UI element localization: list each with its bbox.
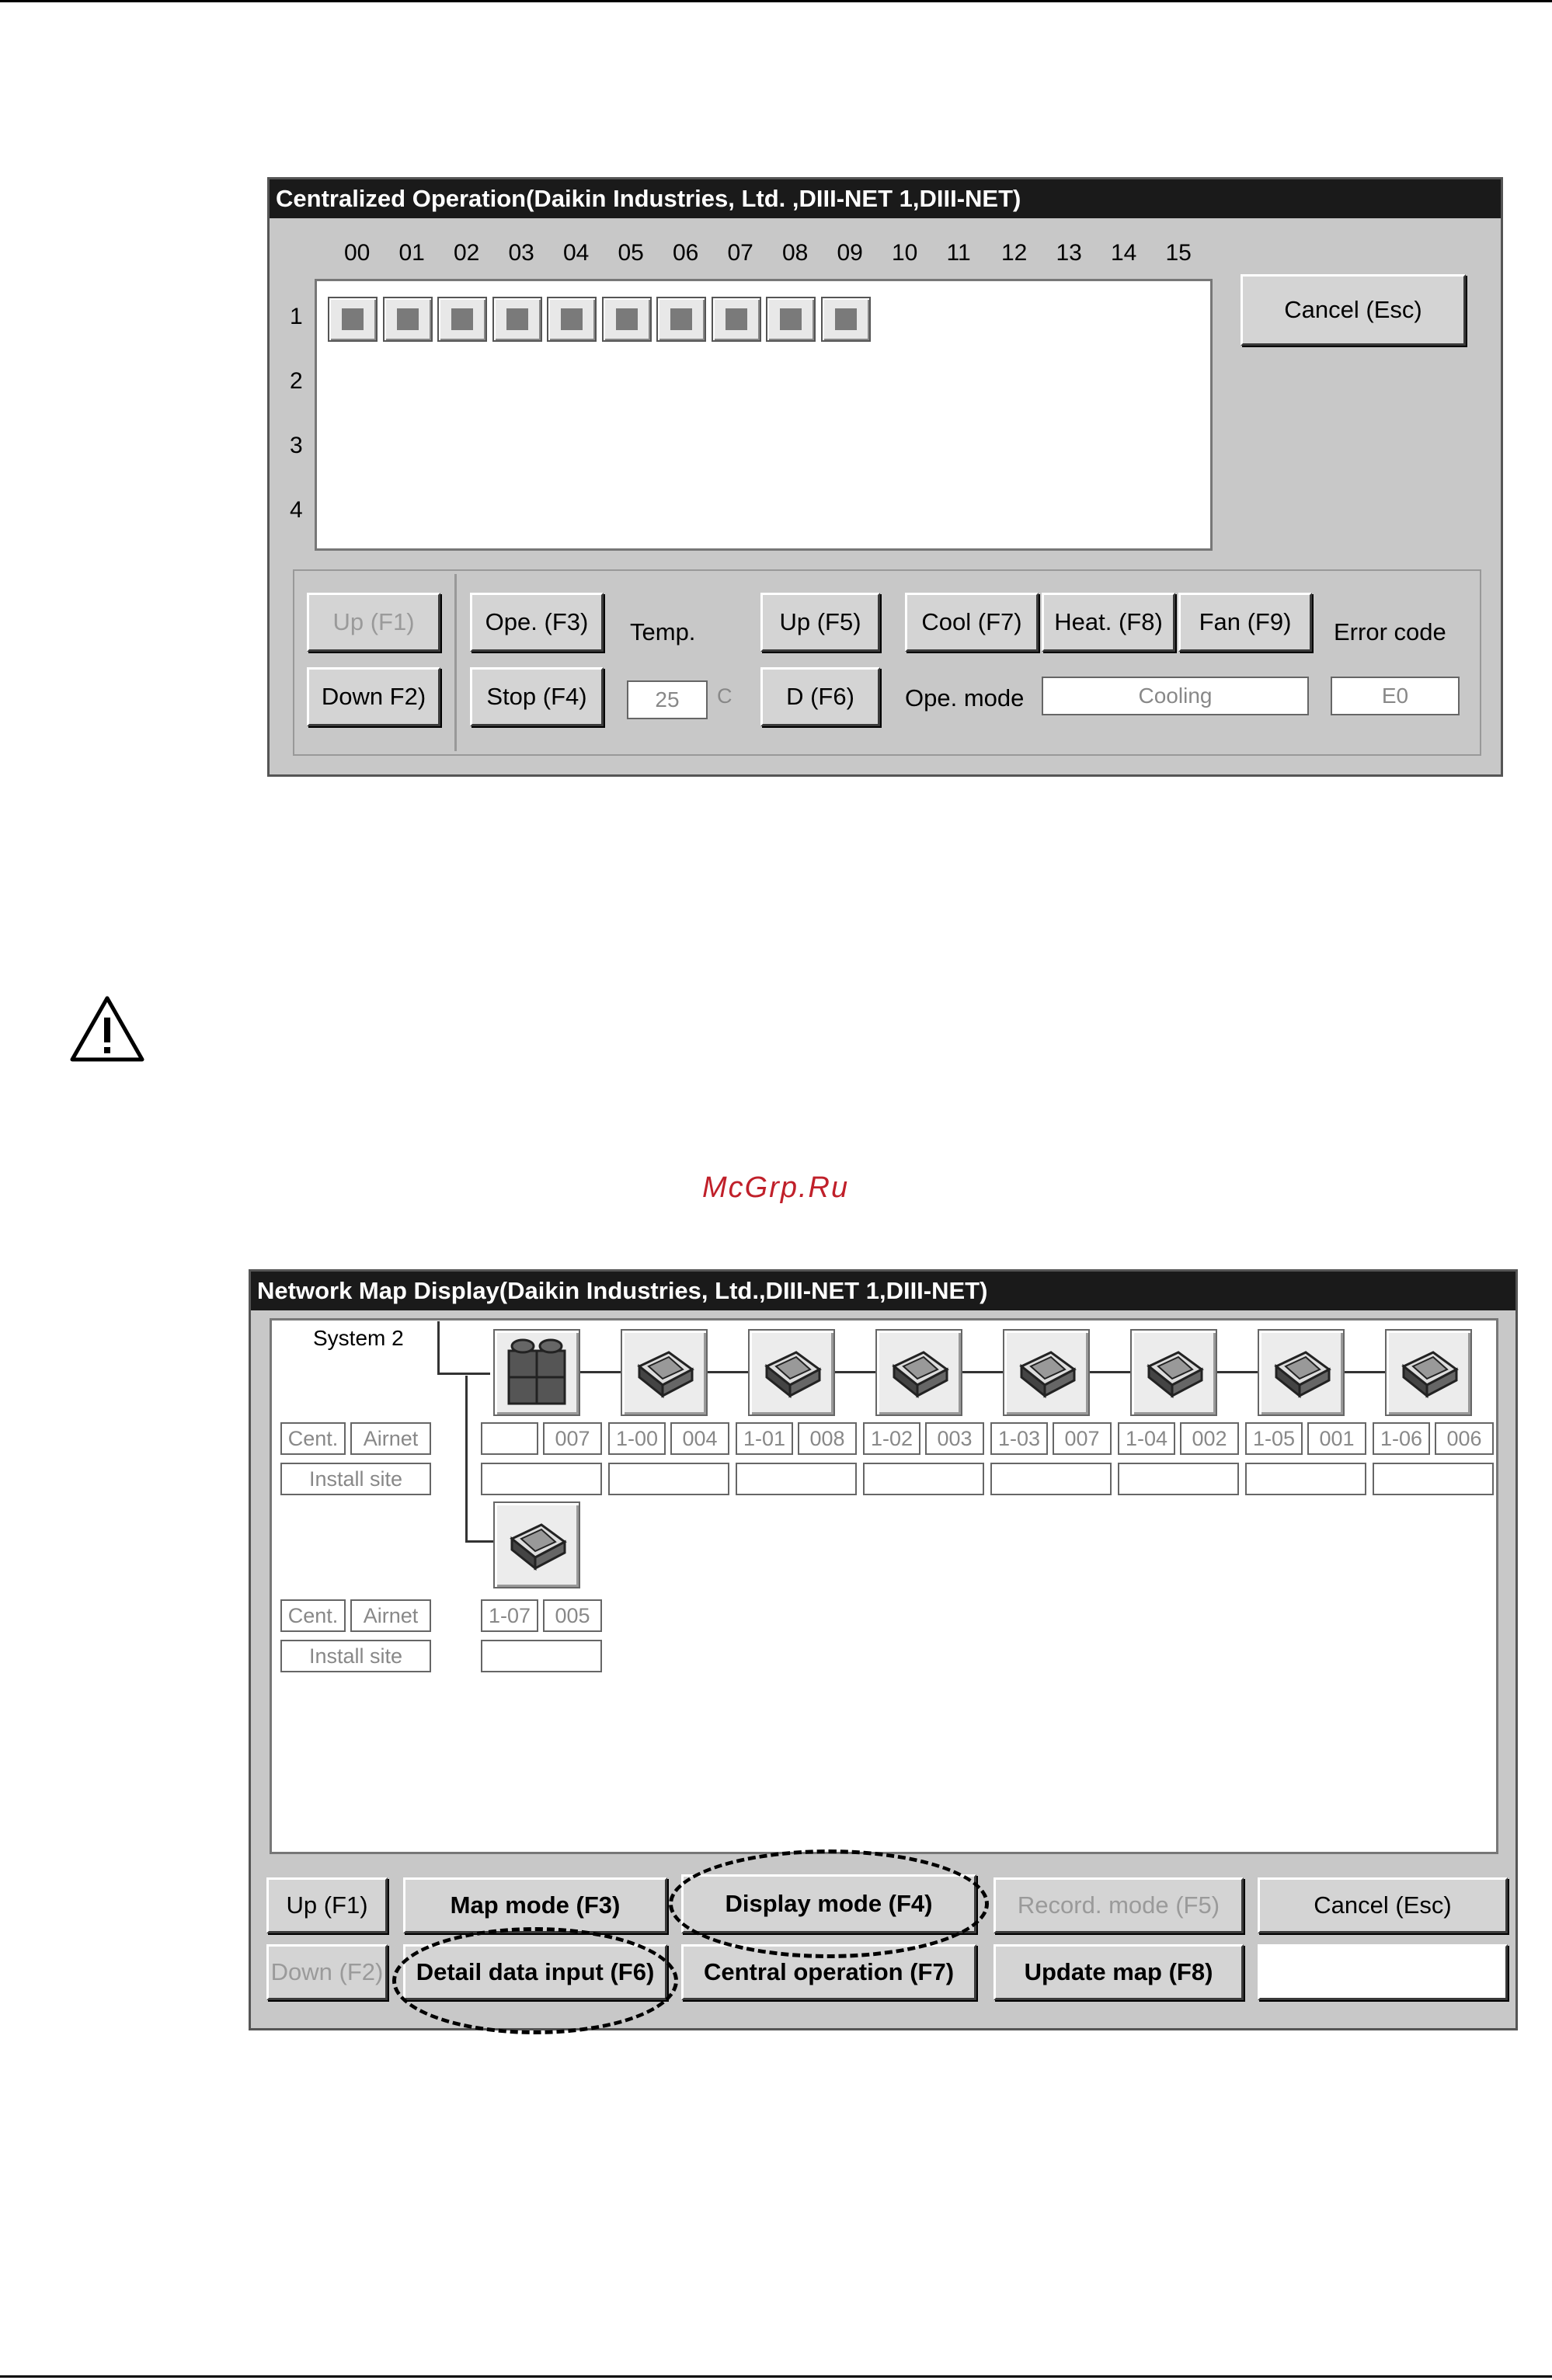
unit-airnet-field: 004 xyxy=(670,1422,729,1455)
unit-address-field: 1-04 xyxy=(1118,1422,1175,1455)
temp-value-field[interactable]: 25 xyxy=(627,680,708,719)
system-connector xyxy=(437,1373,490,1375)
top-rule xyxy=(0,0,1552,2)
temp-down-f6-button[interactable]: D (F6) xyxy=(760,667,880,726)
ceiling-cassette-icon xyxy=(753,1334,830,1411)
unit-address-field: 1-02 xyxy=(863,1422,920,1455)
ceiling-cassette-icon xyxy=(1007,1334,1085,1411)
error-code-field: E0 xyxy=(1331,677,1460,715)
column-header-12: 12 xyxy=(1001,240,1028,266)
central-operation-button-face[interactable]: Central operation (F7) xyxy=(681,1944,976,2000)
row-label-1: 1 xyxy=(290,304,303,329)
ope-mode-field: Cooling xyxy=(1042,677,1309,715)
indoor-unit-tile[interactable] xyxy=(1385,1329,1472,1416)
unit-airnet-field: 005 xyxy=(543,1599,602,1632)
connector-line xyxy=(962,1371,1003,1373)
unit-airnet-field: 003 xyxy=(925,1422,984,1455)
column-header-07: 07 xyxy=(727,240,753,266)
unit-airnet-field: 007 xyxy=(543,1422,602,1455)
unit-airnet-field: 001 xyxy=(1307,1422,1366,1455)
warning-triangle-icon xyxy=(68,994,146,1064)
panel-divider xyxy=(454,574,457,751)
column-header-06: 06 xyxy=(673,240,699,266)
temp-unit: C xyxy=(717,684,733,708)
window-title: Network Map Display(Daikin Industries, Ltd.,DIII-NET 1,DIII-NET) xyxy=(251,1272,1515,1310)
column-header-13: 13 xyxy=(1056,240,1082,266)
unit-address-field: 1-01 xyxy=(736,1422,793,1455)
unit-address-field xyxy=(481,1422,538,1455)
column-header-11: 11 xyxy=(946,240,971,266)
connector-line xyxy=(1345,1371,1385,1373)
row-label-4: 4 xyxy=(290,497,303,523)
display-mode-button[interactable]: Display mode (F4) xyxy=(681,1874,976,1933)
unit-install-site-field[interactable] xyxy=(608,1463,729,1495)
unit-grid xyxy=(315,279,1213,551)
unit-address-field: 1-00 xyxy=(608,1422,666,1455)
unit-install-site-field[interactable] xyxy=(863,1463,984,1495)
heat-f8-button[interactable]: Heat. (F8) xyxy=(1042,593,1175,652)
cent-label: Cent. xyxy=(280,1422,346,1455)
row-label-2: 2 xyxy=(290,368,303,394)
update-map-button[interactable]: Update map (F8) xyxy=(993,1944,1244,2000)
indoor-unit-tile[interactable] xyxy=(748,1329,835,1416)
branch-line xyxy=(465,1376,468,1542)
column-header-14: 14 xyxy=(1111,240,1137,266)
connector-line xyxy=(1090,1371,1130,1373)
indoor-unit-tile[interactable] xyxy=(493,1501,580,1588)
blank-button[interactable] xyxy=(1258,1944,1508,2000)
unit-square[interactable] xyxy=(547,297,597,342)
column-header-15: 15 xyxy=(1165,240,1192,266)
unit-address-field: 1-03 xyxy=(990,1422,1048,1455)
column-header-09: 09 xyxy=(837,240,863,266)
column-header-01: 01 xyxy=(398,240,425,266)
fan-f9-button[interactable]: Fan (F9) xyxy=(1178,593,1312,652)
map-mode-button[interactable]: Map mode (F3) xyxy=(403,1877,667,1933)
connector-line xyxy=(835,1371,875,1373)
watermark-text: McGrp.Ru xyxy=(702,1171,850,1204)
connector-line xyxy=(708,1371,748,1373)
unit-address-field: 1-05 xyxy=(1245,1422,1303,1455)
unit-address-field: 1-06 xyxy=(1373,1422,1430,1455)
unit-airnet-field: 008 xyxy=(798,1422,857,1455)
unit-square[interactable] xyxy=(656,297,706,342)
ceiling-cassette-icon xyxy=(625,1334,703,1411)
indoor-unit-tile[interactable] xyxy=(621,1329,708,1416)
unit-square[interactable] xyxy=(821,297,871,342)
indoor-unit-tile[interactable] xyxy=(1258,1329,1345,1416)
down-f2-button[interactable]: Down F2) xyxy=(307,667,440,726)
unit-square[interactable] xyxy=(712,297,761,342)
cancel-button[interactable]: Cancel (Esc) xyxy=(1258,1877,1508,1933)
column-header-08: 08 xyxy=(782,240,809,266)
indoor-unit-tile[interactable] xyxy=(875,1329,962,1416)
column-header-10: 10 xyxy=(892,240,918,266)
column-header-05: 05 xyxy=(618,240,644,266)
column-header-02: 02 xyxy=(454,240,480,266)
indoor-unit-tile[interactable] xyxy=(1130,1329,1217,1416)
column-header-04: 04 xyxy=(563,240,590,266)
unit-airnet-field: 002 xyxy=(1180,1422,1239,1455)
unit-install-site-field[interactable] xyxy=(990,1463,1112,1495)
temp-up-f5-button[interactable]: Up (F5) xyxy=(760,593,880,652)
unit-square[interactable] xyxy=(602,297,652,342)
unit-square[interactable] xyxy=(492,297,542,342)
system-label: System 2 xyxy=(313,1326,404,1350)
connector-line xyxy=(1217,1371,1258,1373)
outdoor-unit-tile[interactable] xyxy=(493,1329,580,1416)
record-mode-button[interactable]: Record. mode (F5) xyxy=(993,1877,1244,1933)
unit-square[interactable] xyxy=(328,297,378,342)
system-connector-top xyxy=(437,1321,440,1373)
error-code-label: Error code xyxy=(1334,618,1446,645)
unit-square[interactable] xyxy=(437,297,487,342)
column-header-03: 03 xyxy=(508,240,534,266)
up-f1-button[interactable]: Up (F1) xyxy=(266,1877,388,1933)
detail-data-input-button[interactable]: Detail data input (F6) xyxy=(403,1944,667,2000)
unit-airnet-field: 007 xyxy=(1053,1422,1112,1455)
install-site-label: Install site xyxy=(280,1463,431,1495)
down-f2-button[interactable]: Down (F2) xyxy=(266,1944,388,2000)
up-f1-button[interactable]: Up (F1) xyxy=(307,593,440,652)
install-site-label-row2: Install site xyxy=(280,1640,431,1672)
unit-install-site-field[interactable] xyxy=(481,1640,602,1672)
unit-address-field: 1-07 xyxy=(481,1599,538,1632)
branch-line-h xyxy=(465,1540,493,1543)
unit-install-site-field[interactable] xyxy=(1118,1463,1239,1495)
unit-install-site-field[interactable] xyxy=(1245,1463,1366,1495)
unit-install-site-field[interactable] xyxy=(736,1463,857,1495)
unit-square[interactable] xyxy=(383,297,433,342)
ceiling-cassette-icon xyxy=(498,1506,576,1584)
bottom-rule xyxy=(0,2375,1552,2378)
row-label-3: 3 xyxy=(290,433,303,458)
cool-f7-button[interactable]: Cool (F7) xyxy=(905,593,1039,652)
centralized-operation-window xyxy=(267,177,1503,777)
indoor-unit-tile[interactable] xyxy=(1003,1329,1090,1416)
ope-f3-button[interactable]: Ope. (F3) xyxy=(470,593,604,652)
unit-install-site-field[interactable] xyxy=(481,1463,602,1495)
ceiling-cassette-icon xyxy=(1262,1334,1340,1411)
network-map-window xyxy=(249,1269,1518,2030)
cancel-button[interactable]: Cancel (Esc) xyxy=(1241,274,1466,346)
temp-label: Temp. xyxy=(630,618,696,645)
ceiling-cassette-icon xyxy=(1390,1334,1467,1411)
window-title: Centralized Operation(Daikin Industries, Ltd. ,DIII-NET 1,DIII-NET) xyxy=(270,179,1501,218)
outdoor-unit-icon xyxy=(498,1334,576,1411)
airnet-label-row2: Airnet xyxy=(350,1599,431,1632)
ceiling-cassette-icon xyxy=(880,1334,958,1411)
unit-airnet-field: 006 xyxy=(1435,1422,1494,1455)
cent-label-row2: Cent. xyxy=(280,1599,346,1632)
unit-square[interactable] xyxy=(766,297,816,342)
ope-mode-label: Ope. mode xyxy=(905,684,1025,712)
column-header-00: 00 xyxy=(344,240,371,266)
airnet-label: Airnet xyxy=(350,1422,431,1455)
connector-line xyxy=(580,1371,621,1373)
stop-f4-button[interactable]: Stop (F4) xyxy=(470,667,604,726)
unit-install-site-field[interactable] xyxy=(1373,1463,1494,1495)
ceiling-cassette-icon xyxy=(1135,1334,1213,1411)
